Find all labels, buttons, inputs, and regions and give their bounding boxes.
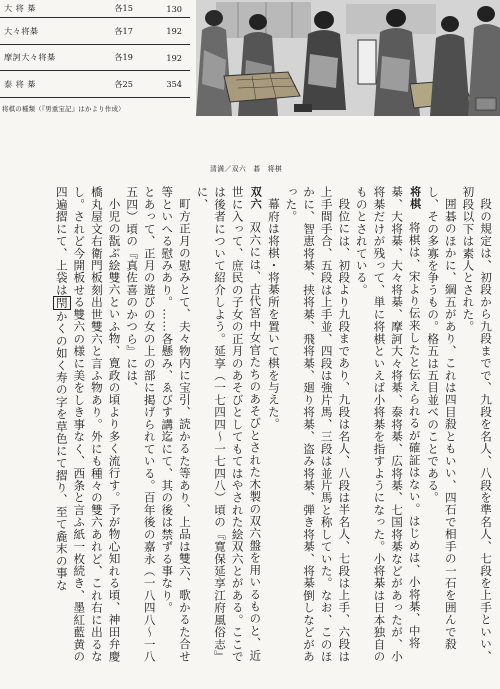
- woodblock-print-illustration: [196, 0, 500, 116]
- quoted-paragraph: 町方正月の慰みとて、夫々物内に宝引、読かるた等あり、上品は雙六、歌かるた合せ等といへる慰みあり。……各懸み、ゑびす講迄にて、其の後は禁ずる事なり。: [160, 186, 192, 662]
- section-keyword-sugoroku: 双六: [249, 186, 263, 210]
- paragraph: [352, 186, 423, 668]
- table-row: [0, 0, 190, 18]
- shogi-name: 泰 将 棊: [0, 71, 103, 98]
- shogi-total: 354: [144, 71, 190, 98]
- paragraph-text: 将棋は、宋より伝来したと伝えられるが確証はない。はじめは、小将棊、中将棊、大将棊、大々将棊、摩訶大々将棊、泰将棊、広将棊、七国将棊などがあったが、小将棊だけが残って、単に将棋といえば小将棊を指すようになった。小将棊は日本独自のものとされている。: [354, 186, 422, 663]
- table-row: [0, 71, 190, 98]
- paragraph: 段位には、初段より九段まであり、九段は名人、八段は半名人、七段は上手、六段は上手間手合、五段は上手並、四段は強片馬、三段は並片馬と称していた。なお、このほかに、智恵将棊、挟将棊、飛将棊、廻り将棊、盗み将棊、弾き将棊、将棊倒しなどがあった。: [284, 186, 352, 663]
- paragraph: とあって、正月の遊びの女の上の部に掲げられている。百年後の嘉永（一八四八〜一八五四）頃の『真佐喜のかつら』には、: [125, 186, 157, 663]
- paragraph: [193, 186, 264, 668]
- quoted-paragraph: [52, 186, 122, 668]
- shogi-types-table: [0, 0, 190, 98]
- paragraph: 段の規定は、初段から九段までで、九段を名人、八段を準名人、七段を上手といい、初段以下は素人とされた。: [461, 186, 493, 662]
- figure-caption: 清満／双六 碁 将棋: [210, 165, 283, 173]
- shogi-total: 130: [144, 0, 190, 18]
- shogi-pieces: 各17: [103, 18, 144, 45]
- table-row: [0, 18, 190, 45]
- shogi-total: 192: [144, 44, 190, 71]
- shogi-pieces: 各25: [103, 71, 144, 98]
- section-keyword-shogi: 将棋: [408, 186, 422, 210]
- table-row: [0, 44, 190, 71]
- shogi-pieces: 各19: [103, 44, 144, 71]
- shogi-name: 大々将棊: [0, 18, 103, 45]
- paragraph-text: 双六には、古代宮中女官たちのあそびとされた木製の双六盤を用いるものと、近世に入って、庶民の子女の正月のあそびとしてもてはやされた絵双六とがある。ここでは後者について紹介しよう。延享（一七四四〜一七四八）頃の『寛保延享江府風俗志』に、: [195, 186, 263, 663]
- boxed-character: 閇: [54, 296, 69, 310]
- paragraph-text: かくの如く寿の字を草色にて摺り、至て麁末の事な: [54, 310, 69, 592]
- paragraph-text: 小児の翫ぶ絵雙六といふ物、寛政の頃より多く流行す。予が物心知れる頃、神田弁慶橋丸屋文右衛門板刻出世雙六と言ふ物あり。外にも種々の雙六あれど、これ右に出るなし。されど今開板せる雙六の様に美をしき事なく、西条と言ふ紙一枚続き、墨紅藍黄の四遍摺にて、上袋は: [54, 186, 122, 663]
- shogi-name: 大 将 棊: [0, 0, 103, 18]
- paragraph: 囲碁のほかに、綱五があり、これは四目殺ともいい、四石で相手の一石を囲んで殺し、その多寡を争うもの。格五は五目並べのことである。: [426, 186, 458, 650]
- paragraph: 幕府は将棋・将棊所を置いて棋を与えた。: [266, 197, 281, 430]
- shogi-pieces: 各15: [103, 0, 144, 18]
- shogi-name: 摩訶大々将棊: [0, 44, 103, 71]
- body-text-vertical: [6, 186, 494, 668]
- table-caption: 将棋の種類（『男重宝記』はかより作成）: [2, 105, 125, 113]
- ukiyoe-figures-image: [196, 0, 500, 116]
- shogi-total: 192: [144, 18, 190, 45]
